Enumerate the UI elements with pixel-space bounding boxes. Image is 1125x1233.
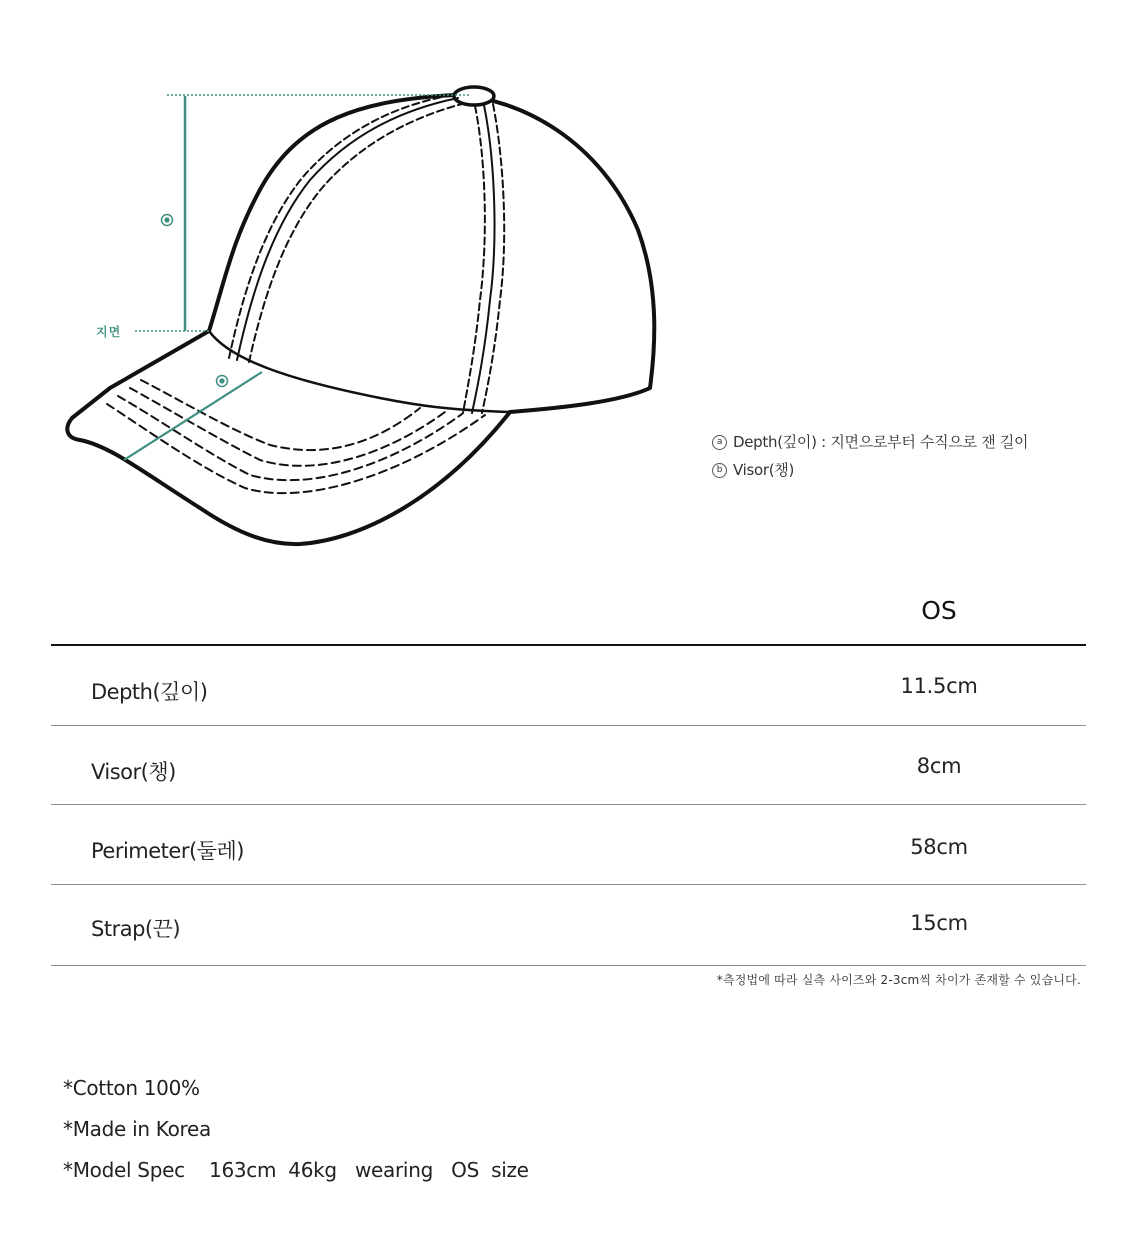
legend-item-depth [712, 428, 1028, 456]
marker-b-icon: b [712, 463, 727, 478]
row-value-depth: 11.5cm [900, 674, 978, 698]
table-row [51, 885, 1086, 966]
measurement-legend [712, 428, 1028, 484]
product-specs [63, 1068, 529, 1191]
spec-model: *Model Spec 163cm 46kg wearing OS size [63, 1158, 529, 1182]
column-header-os: OS [921, 596, 957, 625]
legend-text-depth: Depth(깊이) : 지면으로부터 수직으로 잰 길이 [733, 433, 1029, 451]
measurement-note: *측정법에 따라 실측 사이즈와 2-3cm씩 차이가 존재할 수 있습니다. [716, 973, 1081, 987]
row-label-depth: Depth(깊이) [91, 680, 208, 704]
spec-material: *Cotton 100% [63, 1076, 200, 1100]
ground-label: 지면 [96, 325, 122, 339]
size-table [51, 588, 1086, 966]
table-row [51, 646, 1086, 726]
row-label-visor: Visor(챙) [91, 760, 176, 784]
marker-a-icon: a [712, 435, 727, 450]
row-label-strap: Strap(끈) [91, 917, 181, 941]
cap-illustration-icon [0, 0, 700, 570]
size-table-header [51, 588, 1086, 646]
table-row [51, 726, 1086, 805]
legend-item-visor [712, 456, 1028, 484]
legend-text-visor: Visor(챙) [733, 461, 795, 479]
cap-diagram [0, 0, 700, 570]
row-value-visor: 8cm [916, 754, 962, 778]
spec-origin: *Made in Korea [63, 1117, 211, 1141]
table-row [51, 805, 1086, 885]
row-label-perimeter: Perimeter(둘레) [91, 839, 244, 863]
row-value-strap: 15cm [910, 911, 968, 935]
row-value-perimeter: 58cm [910, 835, 968, 859]
